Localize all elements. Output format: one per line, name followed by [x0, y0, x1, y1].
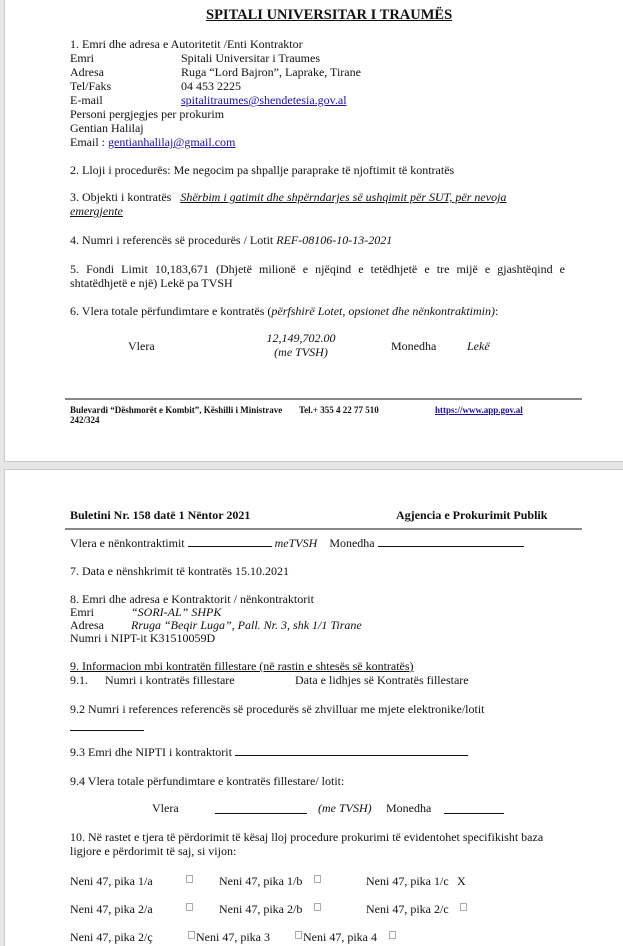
- section4-row: [70, 233, 392, 247]
- option-47-2c-cedilla-checkbox[interactable]: [188, 931, 195, 939]
- option-47-3-checkbox[interactable]: [295, 931, 302, 939]
- contract-object-value: Shërbim i gatimit dhe shpërndarjes së ushqimit për SUT, për nevoja: [180, 190, 507, 204]
- section9-heading: 9. Informacion mbi kontratën fillestare (në rastin e shtesës së kontratës): [70, 659, 414, 673]
- section8-heading: 8. Emri dhe adresa e Kontraktorit / nënkontraktorit: [70, 592, 314, 606]
- header-divider: [65, 528, 582, 530]
- section7-signing-date: 7. Data e nënshkrimit të kontratës 15.10.2021: [70, 564, 289, 578]
- contract-total-value: 12,149,702.00: [266, 331, 336, 345]
- item92-blank: [70, 721, 144, 731]
- subcontract-tvsh: meTVSH: [274, 536, 318, 550]
- option-47-1b-label: Neni 47, pika 1/b: [219, 874, 303, 888]
- section5-line2: shtatëdhjetë e një) Lekë pa TVSH: [70, 276, 233, 290]
- section1-heading: 1. Emri dhe adresa e Autoritetit /Enti Kontraktor: [70, 37, 303, 51]
- option-47-2a-checkbox[interactable]: [186, 903, 193, 911]
- option-47-2c-checkbox[interactable]: [460, 903, 467, 911]
- contractor-address-label: Adresa: [70, 618, 104, 632]
- item93-row: [70, 745, 468, 759]
- option-47-3-label: Neni 47, pika 3: [196, 930, 270, 944]
- section5-line1: 5. Fondi Limit 10,183,671 (Dhjetë milionë e njëqind e tetëdhjetë e tre mijë e gjashtëqind e: [70, 262, 565, 276]
- item94-currency-blank: [444, 801, 504, 814]
- document-page-2: [4, 469, 623, 946]
- subcontract-value-blank: [188, 536, 272, 547]
- currency-value: Lekë: [467, 339, 490, 353]
- responsible-email-row: [70, 135, 235, 149]
- section10-line1: 10. Në rastet e tjera të përdorimit të kësaj lloj procedure prokurimi të evidentohet specifikisht baza: [70, 830, 544, 844]
- option-47-1a-checkbox[interactable]: [186, 875, 193, 883]
- reference-number: REF-08106-10-13-2021: [276, 233, 393, 247]
- document-page-1: [4, 0, 623, 462]
- item91-contract-date: Data e lidhjes së Kontratës fillestare: [295, 673, 469, 687]
- value-label: Vlera: [128, 339, 155, 353]
- option-47-1c-label: Neni 47, pika 1/c: [366, 874, 449, 888]
- responsible-person-name: Gentian Halilaj: [70, 121, 144, 135]
- subcontract-value-label: Vlera e nënkontraktimit: [70, 536, 185, 550]
- authority-name-label: Emri: [70, 51, 94, 65]
- item94-currency-label: Monedha: [386, 801, 432, 815]
- section6-label-italic: përfshirë Lotet, opsionet dhe nënkontraktimin): [271, 304, 496, 318]
- item94-value-label: Vlera: [152, 801, 179, 815]
- item94-tvsh: (me TVSH): [318, 801, 372, 815]
- option-47-2b-label: Neni 47, pika 2/b: [219, 902, 303, 916]
- contractor-name-label: Emri: [70, 605, 94, 619]
- responsible-email-label: Email :: [70, 135, 108, 149]
- section2-procedure-type: 2. Lloji i procedurës: Me negocim pa shpallje paraprake të njoftimit të kontratës: [70, 163, 455, 177]
- authority-email-label: E-mail: [70, 93, 103, 107]
- section3-row: [70, 190, 506, 204]
- currency-label: Monedha: [391, 339, 437, 353]
- subcontract-row: [70, 536, 524, 550]
- responsible-person-label: Personi pergjegjes per prokurim: [70, 107, 225, 121]
- authority-address-label: Adresa: [70, 65, 104, 79]
- section6-row: [70, 304, 498, 318]
- option-47-2a-label: Neni 47, pika 2/a: [70, 902, 153, 916]
- footer-page-number: 242/324: [70, 415, 100, 425]
- section3-label: 3. Objekti i kontratës: [70, 190, 172, 204]
- item93-label: 9.3 Emri dhe NIPTI i kontraktorit: [70, 745, 232, 759]
- subcontract-currency-blank: [378, 536, 524, 547]
- item94-value-blank: [215, 801, 307, 814]
- option-47-1c-checked-mark[interactable]: X: [457, 874, 466, 888]
- section10-line2: ligjore e përdorimit të saj, si vijon:: [70, 844, 237, 858]
- authority-address-value: Ruga “Lord Bajron”, Laprake, Tirane: [181, 65, 361, 79]
- agency-header: Agjencia e Prokurimit Publik: [396, 508, 548, 522]
- option-47-2c-cedilla-label: Neni 47, pika 2/ç: [70, 930, 153, 944]
- option-47-1a-label: Neni 47, pika 1/a: [70, 874, 153, 888]
- item92-reference: 9.2 Numri i references referencës së procedurës së zhvilluar me mjete elektronike/lotit: [70, 702, 485, 716]
- option-47-2b-checkbox[interactable]: [314, 903, 321, 911]
- item93-blank: [235, 745, 468, 756]
- section4-label: 4. Numri i referencës së procedurës / Lotit: [70, 233, 277, 247]
- authority-name-value: Spitali Universitar i Traumes: [181, 51, 320, 65]
- option-47-1b-checkbox[interactable]: [314, 875, 321, 883]
- authority-phone-value: 04 453 2225: [181, 79, 241, 93]
- contract-total-note: (me TVSH): [274, 345, 328, 359]
- authority-email-link[interactable]: spitalitraumes@shendetesia.gov.al: [181, 93, 347, 107]
- subcontract-currency-label: Monedha: [329, 536, 375, 550]
- option-47-2c-label: Neni 47, pika 2/c: [366, 902, 449, 916]
- contract-object-value-cont: emergjente: [70, 204, 123, 218]
- contractor-address-value: Rruga “Beqir Luga”, Pall. Nr. 3, shk 1/1 Tirane: [131, 618, 362, 632]
- option-47-4-checkbox[interactable]: [389, 931, 396, 939]
- item94-label: 9.4 Vlera totale përfundimtare e kontratës fillestare/ lotit:: [70, 774, 345, 788]
- authority-phone-label: Tel/Faks: [70, 79, 112, 93]
- section6-label-end: :: [495, 304, 499, 318]
- item91-contract-number: Numri i kontratës fillestare: [105, 673, 235, 687]
- footer-address: Bulevardi “Dëshmorët e Kombit”, Këshilli i Ministrave: [70, 405, 283, 415]
- item91-number: 9.1.: [70, 673, 88, 687]
- option-47-4-label: Neni 47, pika 4: [303, 930, 377, 944]
- bulletin-header: Buletini Nr. 158 datë 1 Nëntor 2021: [70, 508, 251, 522]
- contractor-name-value: “SORI-AL” SHPK: [131, 605, 222, 619]
- section6-label: 6. Vlera totale përfundimtare e kontratës (: [70, 304, 272, 318]
- footer-phone: Tel.+ 355 4 22 77 510: [299, 405, 379, 415]
- footer-divider: [65, 398, 582, 400]
- page-title: SPITALI UNIVERSITAR I TRAUMËS: [206, 7, 453, 23]
- contractor-nipt: Numri i NIPT-it K31510059D: [70, 631, 216, 645]
- responsible-email-link[interactable]: gentianhalilaj@gmail.com: [108, 135, 236, 149]
- footer-website-link[interactable]: https://www.app.gov.al: [435, 405, 523, 415]
